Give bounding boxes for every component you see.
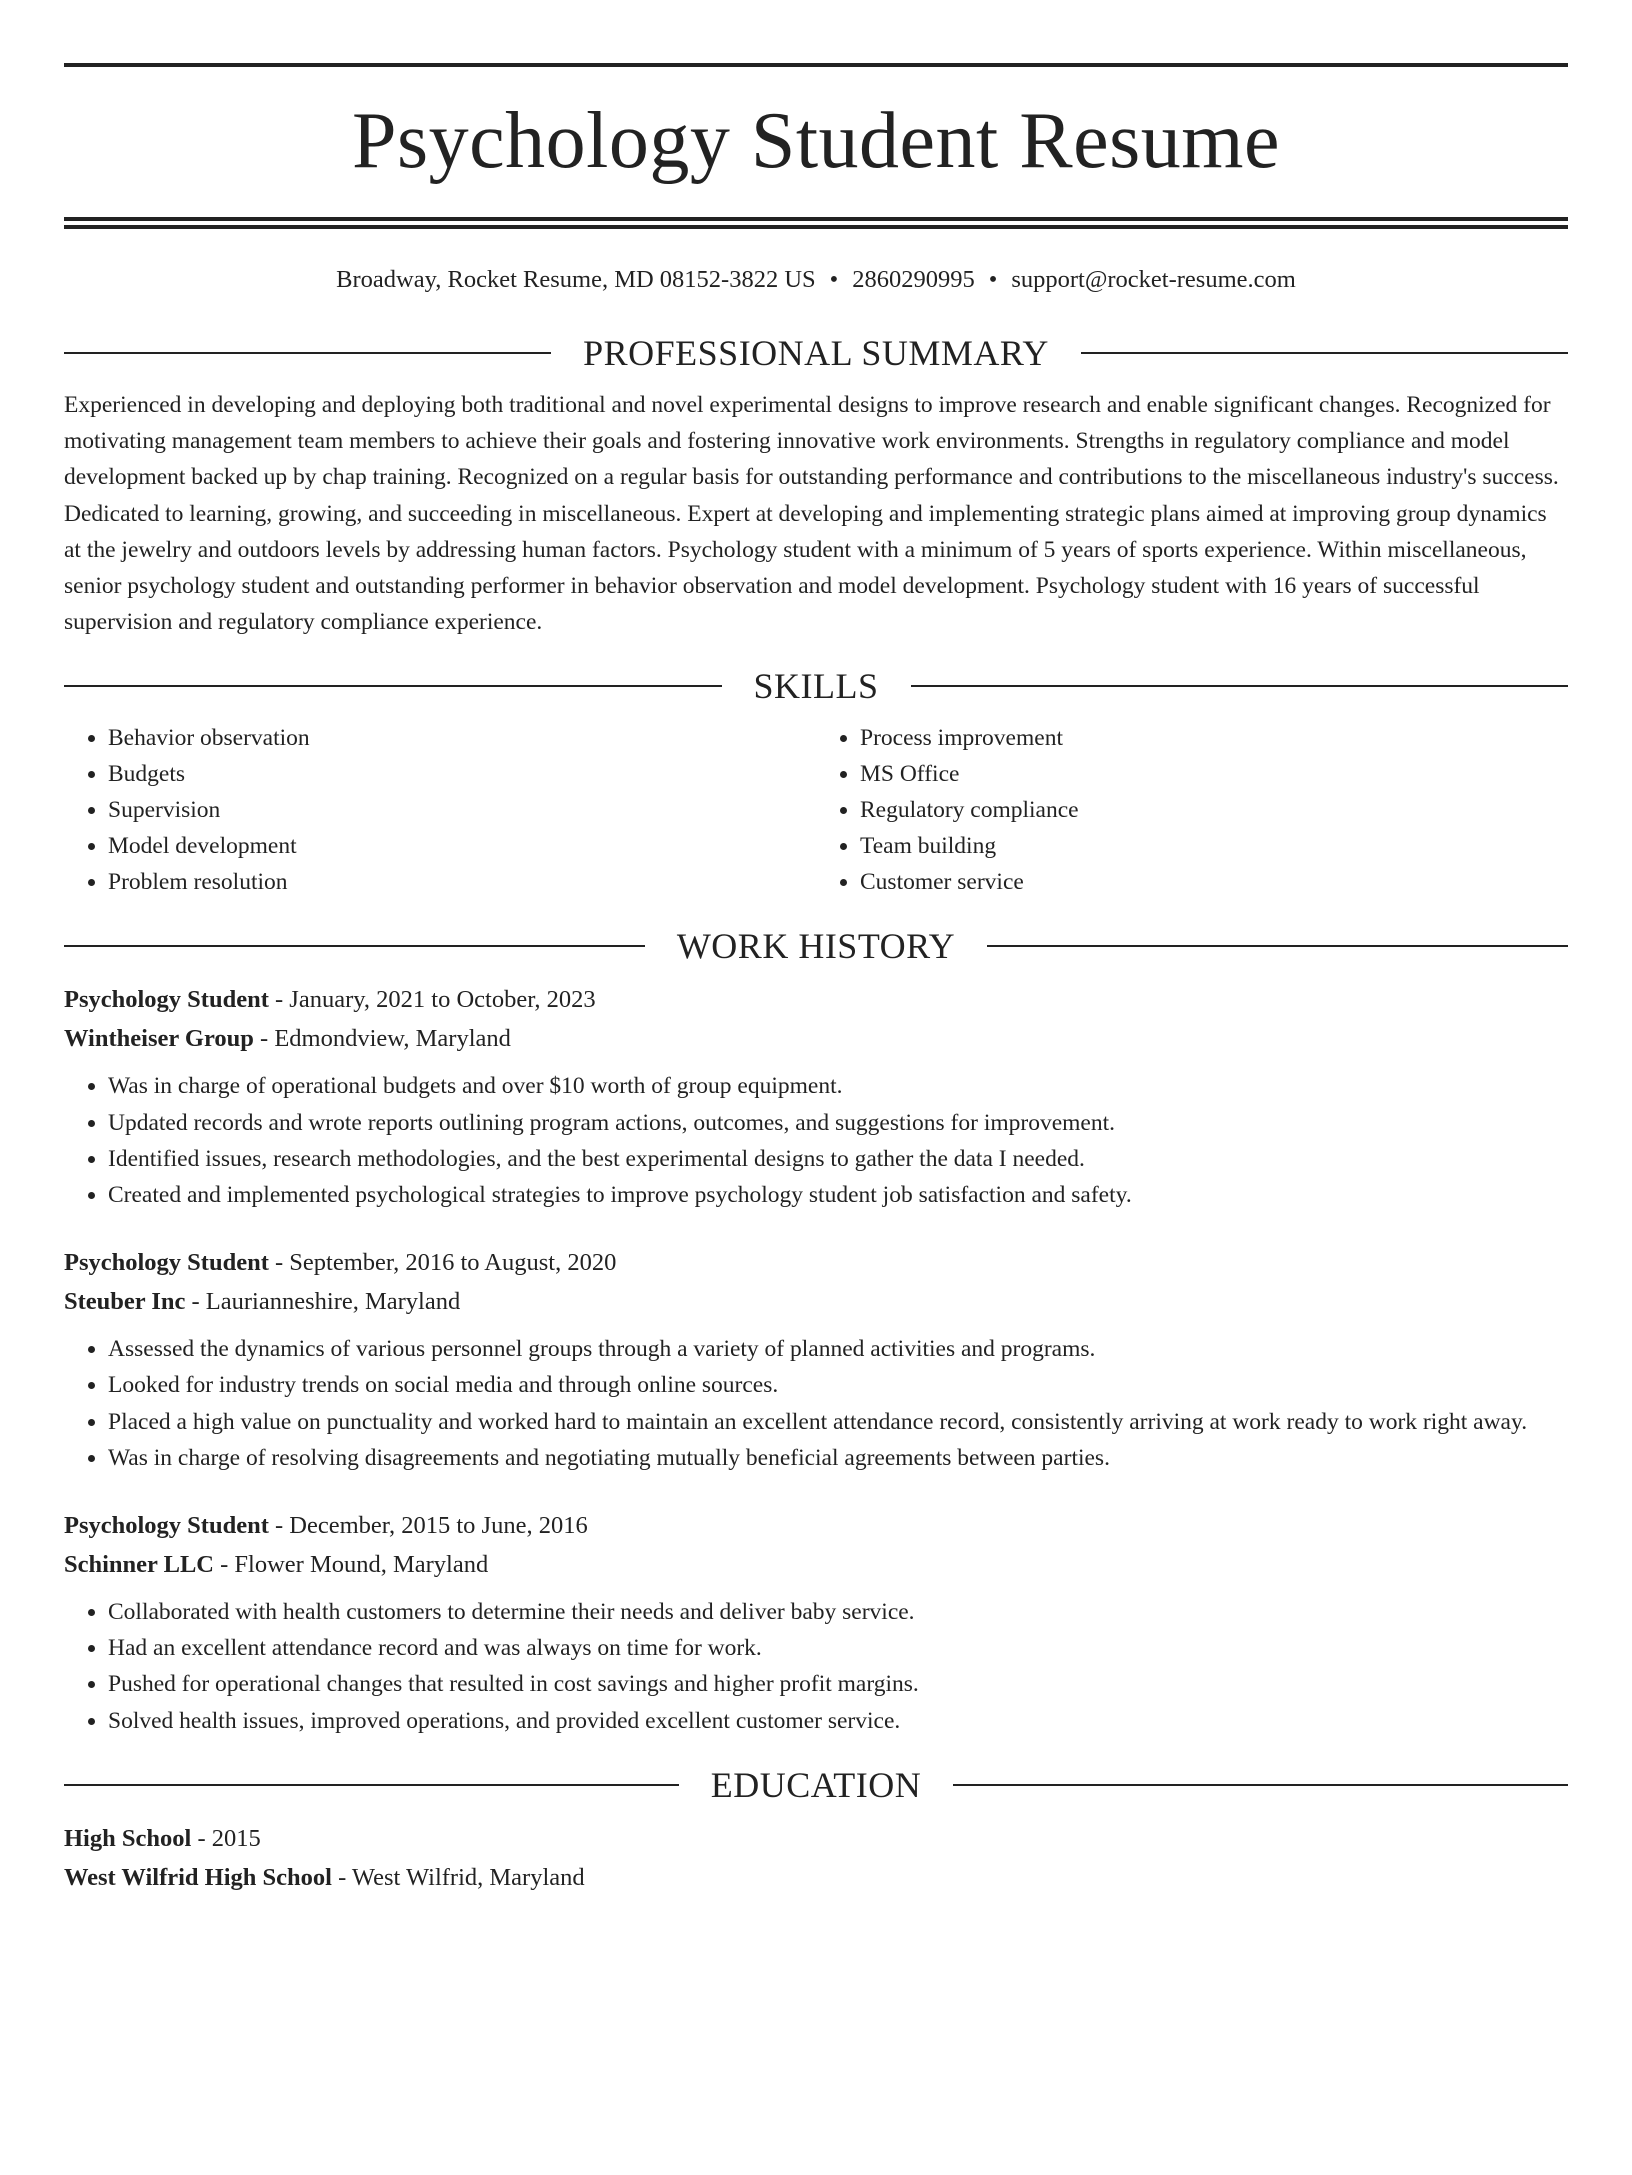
skill-item: • Regulatory compliance	[860, 792, 1568, 828]
job-title-line	[64, 980, 1568, 1019]
job-bullets	[64, 1594, 1568, 1739]
section-header-work	[64, 926, 1568, 966]
job-company-line	[64, 1019, 1568, 1058]
contact-address: Broadway, Rocket Resume, MD 08152-3822 US	[336, 266, 816, 293]
contact-email: support@rocket-resume.com	[1011, 266, 1296, 293]
skills-columns	[64, 720, 1568, 900]
job-bullets	[64, 1331, 1568, 1476]
job-bullet: • Collaborated with health customers to determine their needs and deliver baby service.	[108, 1594, 1568, 1630]
job-bullet: • Was in charge of operational budgets and over $10 worth of group equipment.	[108, 1068, 1568, 1104]
skill-item: • Model development	[108, 828, 816, 864]
section-rule	[953, 1784, 1568, 1786]
contact-line	[64, 265, 1568, 295]
job-entry	[64, 980, 1568, 1213]
job-title: Psychology Student	[64, 1249, 269, 1277]
job-company: Wintheiser Group	[64, 1025, 254, 1053]
job-bullet: • Solved health issues, improved operations, and provided excellent customer service.	[108, 1703, 1568, 1739]
skill-item: • MS Office	[860, 756, 1568, 792]
section-rule	[1081, 352, 1568, 354]
skill-item: • Behavior observation	[108, 720, 816, 756]
job-location: - Edmondview, Maryland	[253, 1025, 511, 1053]
job-dates: - September, 2016 to August, 2020	[268, 1249, 617, 1277]
skill-item: • Supervision	[108, 792, 816, 828]
job-company: Schinner LLC	[64, 1551, 214, 1579]
section-rule	[64, 1784, 679, 1786]
job-title: Psychology Student	[64, 986, 269, 1014]
resume-page	[0, 63, 1632, 2175]
job-entry	[64, 1243, 1568, 1476]
contact-separator: •	[988, 266, 998, 293]
job-dates: - December, 2015 to June, 2016	[268, 1512, 588, 1540]
job-bullet: • Assessed the dynamics of various personnel groups through a variety of planned activities and programs.	[108, 1331, 1568, 1367]
section-rule	[64, 685, 722, 687]
skill-item: • Budgets	[108, 756, 816, 792]
contact-phone: 2860290995	[852, 266, 975, 293]
section-rule	[987, 945, 1568, 947]
section-header-skills	[64, 666, 1568, 706]
skill-item: • Team building	[860, 828, 1568, 864]
title-double-rule	[64, 217, 1568, 229]
job-bullet: • Created and implemented psychological strategies to improve psychology student job satisfaction and safety.	[108, 1177, 1568, 1213]
section-rule	[64, 352, 551, 354]
section-title: SKILLS	[753, 666, 879, 707]
section-rule	[911, 685, 1569, 687]
job-bullet: • Was in charge of resolving disagreements and negotiating mutually beneficial agreements between parties.	[108, 1440, 1568, 1476]
section-header-summary	[64, 333, 1568, 373]
section-title: PROFESSIONAL SUMMARY	[583, 333, 1049, 373]
job-location: - Laurianneshire, Maryland	[185, 1288, 461, 1316]
job-location: - Flower Mound, Maryland	[214, 1551, 489, 1579]
job-title-line	[64, 1506, 1568, 1545]
job-company: Steuber Inc	[64, 1288, 186, 1316]
job-bullets	[64, 1068, 1568, 1213]
job-title: Psychology Student	[64, 1512, 269, 1540]
education-degree: High School	[64, 1824, 192, 1852]
job-company-line	[64, 1545, 1568, 1584]
skill-item: • Customer service	[860, 864, 1568, 900]
section-title: WORK HISTORY	[676, 926, 956, 967]
job-bullet: • Updated records and wrote reports outlining program actions, outcomes, and suggestions for improvement.	[108, 1105, 1568, 1141]
job-title-line	[64, 1243, 1568, 1282]
job-entry	[64, 1506, 1568, 1739]
section-rule	[64, 945, 645, 947]
section-title: EDUCATION	[710, 1764, 922, 1805]
job-company-line	[64, 1282, 1568, 1321]
education-entry	[64, 1819, 1568, 1897]
skill-item: • Problem resolution	[108, 864, 816, 900]
summary-text: Experienced in developing and deploying both traditional and novel experimental designs to improve research and enable significant changes. Recognized for motivating management team members to achieve their goals and fostering innovative work environments. Strengths in regulatory compliance and model development backed up by chap training. Recognized on a regular basis for outstanding performance and contributions to the miscellaneous industry's success. Dedicated to learning, growing, and succeeding in miscellaneous. Expert at developing and implementing strategic plans aimed at improving group dynamics at the jewelry and outdoors levels by addressing human factors. Psychology student with a minimum of 5 years of sports experience. Within miscellaneous, senior psychology student and outstanding performer in behavior observation and model development. Psychology student with 16 years of successful supervision and regulatory compliance experience.	[64, 392, 1559, 636]
education-degree-line	[64, 1819, 1568, 1858]
job-bullet: • Identified issues, research methodologies, and the best experimental designs to gather the data I needed.	[108, 1141, 1568, 1177]
job-bullet: • Pushed for operational changes that resulted in cost savings and higher profit margins.	[108, 1666, 1568, 1702]
education-location: - West Wilfrid, Maryland	[331, 1863, 585, 1891]
resume-title: Psychology Student Resume	[351, 97, 1281, 185]
job-bullet: • Looked for industry trends on social media and through online sources.	[108, 1367, 1568, 1403]
education-year: - 2015	[191, 1824, 261, 1852]
top-rule	[64, 63, 1568, 67]
skill-item: • Process improvement	[860, 720, 1568, 756]
skills-list-right	[816, 720, 1568, 900]
contact-separator: •	[829, 266, 839, 293]
job-bullet: • Had an excellent attendance record and was always on time for work.	[108, 1630, 1568, 1666]
education-school: West Wilfrid High School	[64, 1863, 332, 1891]
job-bullet: • Placed a high value on punctuality and worked hard to maintain an excellent attendance record, consistently arriving at work ready to work right away.	[108, 1404, 1568, 1440]
section-header-education	[64, 1765, 1568, 1805]
skills-list-left	[64, 720, 816, 900]
job-dates: - January, 2021 to October, 2023	[268, 986, 596, 1014]
education-school-line	[64, 1858, 1568, 1897]
